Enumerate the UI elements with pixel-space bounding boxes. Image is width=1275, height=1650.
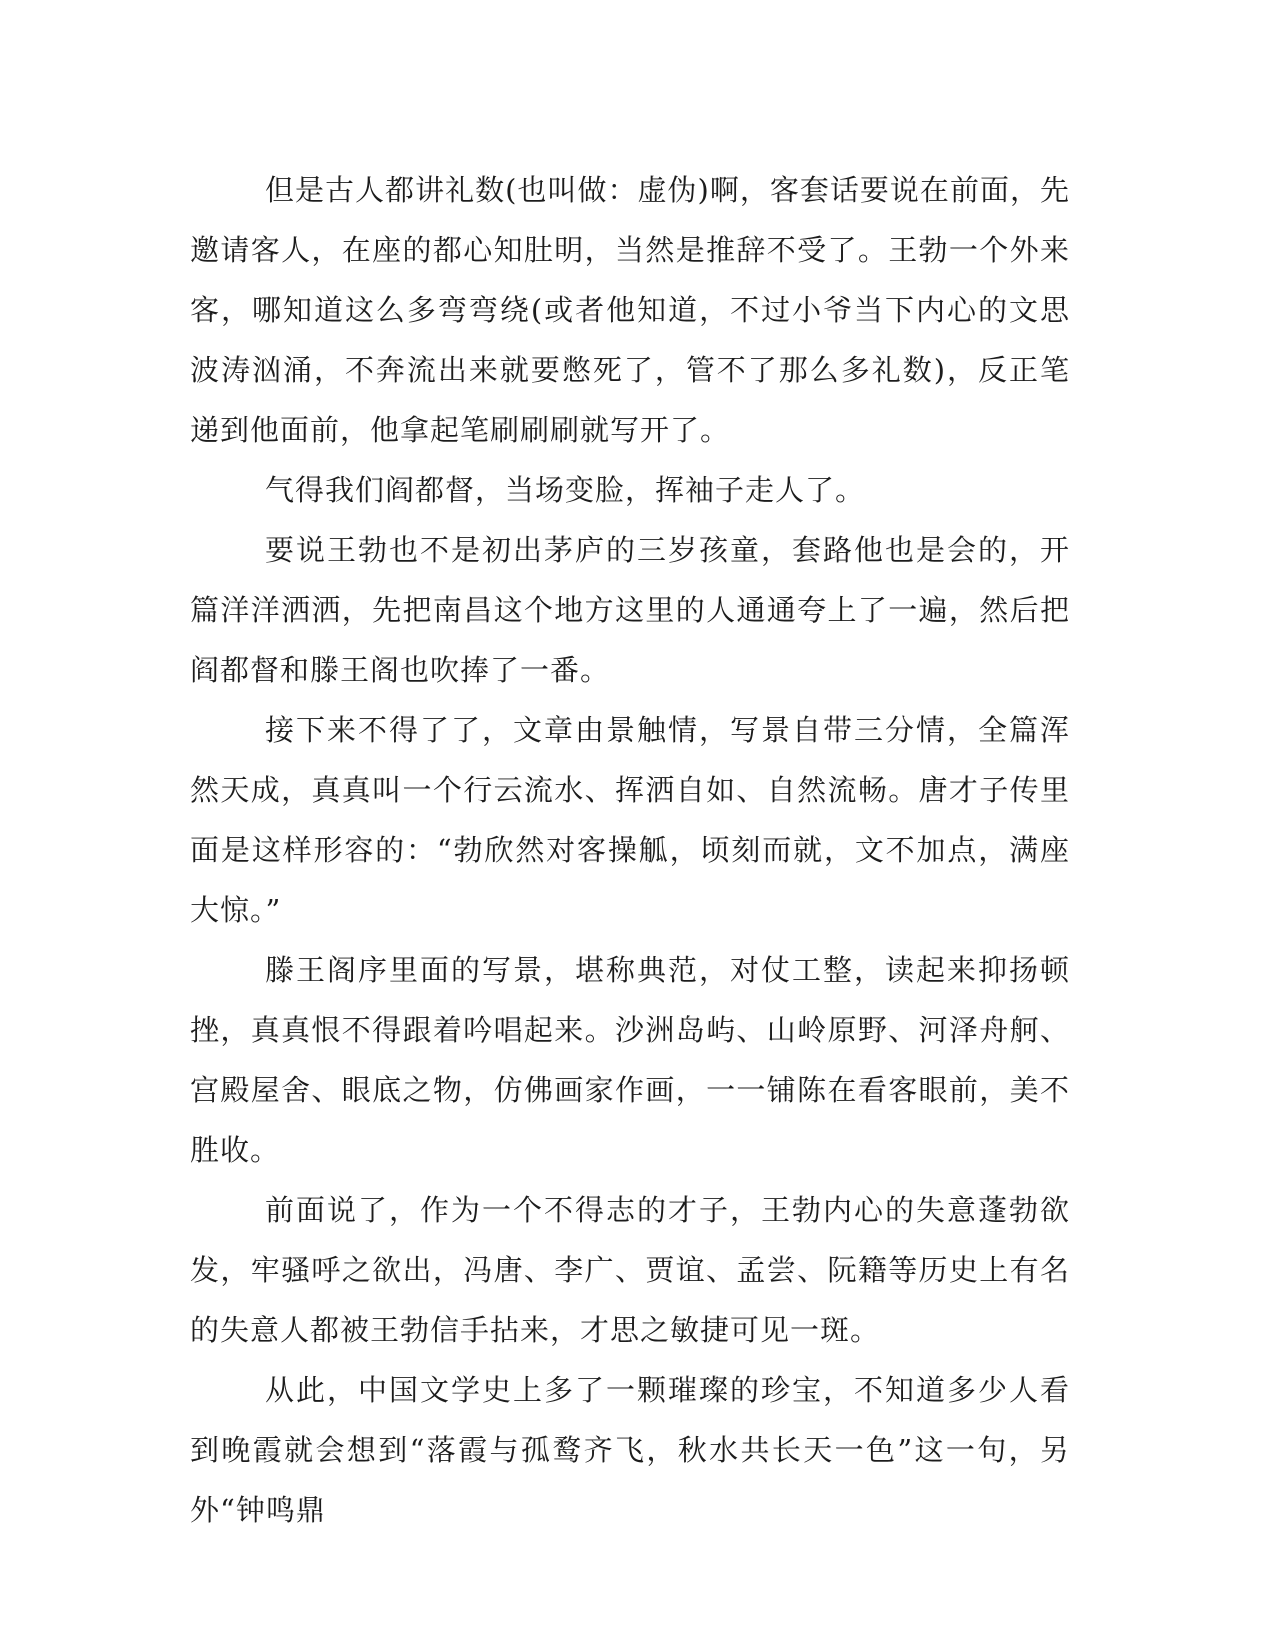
paragraph: 前面说了，作为一个不得志的才子，王勃内心的失意蓬勃欲发，牢骚呼之欲出，冯唐、李广、贾谊、孟尝、阮籍等历史上有名的失意人都被王勃信手拈来，才思之敏捷可见一斑。 — [190, 1193, 1070, 1347]
paragraph: 要说王勃也不是初出茅庐的三岁孩童，套路他也是会的，开篇洋洋洒洒，先把南昌这个地方这里的人通通夸上了一遍，然后把阎都督和滕王阁也吹捧了一番。 — [190, 533, 1070, 687]
paragraph: 滕王阁序里面的写景，堪称典范，对仗工整，读起来抑扬顿挫，真真恨不得跟着吟唱起来。沙洲岛屿、山岭原野、河泽舟舸、宫殿屋舍、眼底之物，仿佛画家作画，一一铺陈在看客眼前，美不胜收。 — [190, 953, 1070, 1167]
paragraph: 接下来不得了了，文章由景触情，写景自带三分情，全篇浑然天成，真真叫一个行云流水、挥洒自如、自然流畅。唐才子传里面是这样形容的：“勃欣然对客操觚，顷刻而就，文不加点，满座大惊。” — [190, 713, 1070, 927]
body-text — [190, 160, 1070, 1540]
paragraph: 气得我们阎都督，当场变脸，挥袖子走人了。 — [265, 473, 866, 507]
paragraph: 但是古人都讲礼数(也叫做：虚伪)啊，客套话要说在前面，先邀请客人，在座的都心知肚明，当然是推辞不受了。王勃一个外来客，哪知道这么多弯弯绕(或者他知道，不过小爷当下内心的文思波涛汹涌，不奔流出来就要憋死了，管不了那么多礼数)，反正笔递到他面前，他拿起笔刷刷刷就写开了。 — [190, 173, 1070, 447]
paragraph: 从此，中国文学史上多了一颗璀璨的珍宝，不知道多少人看到晚霞就会想到“落霞与孤鹜齐飞，秋水共长天一色”这一句，另外“钟鸣鼎 — [190, 1373, 1070, 1527]
